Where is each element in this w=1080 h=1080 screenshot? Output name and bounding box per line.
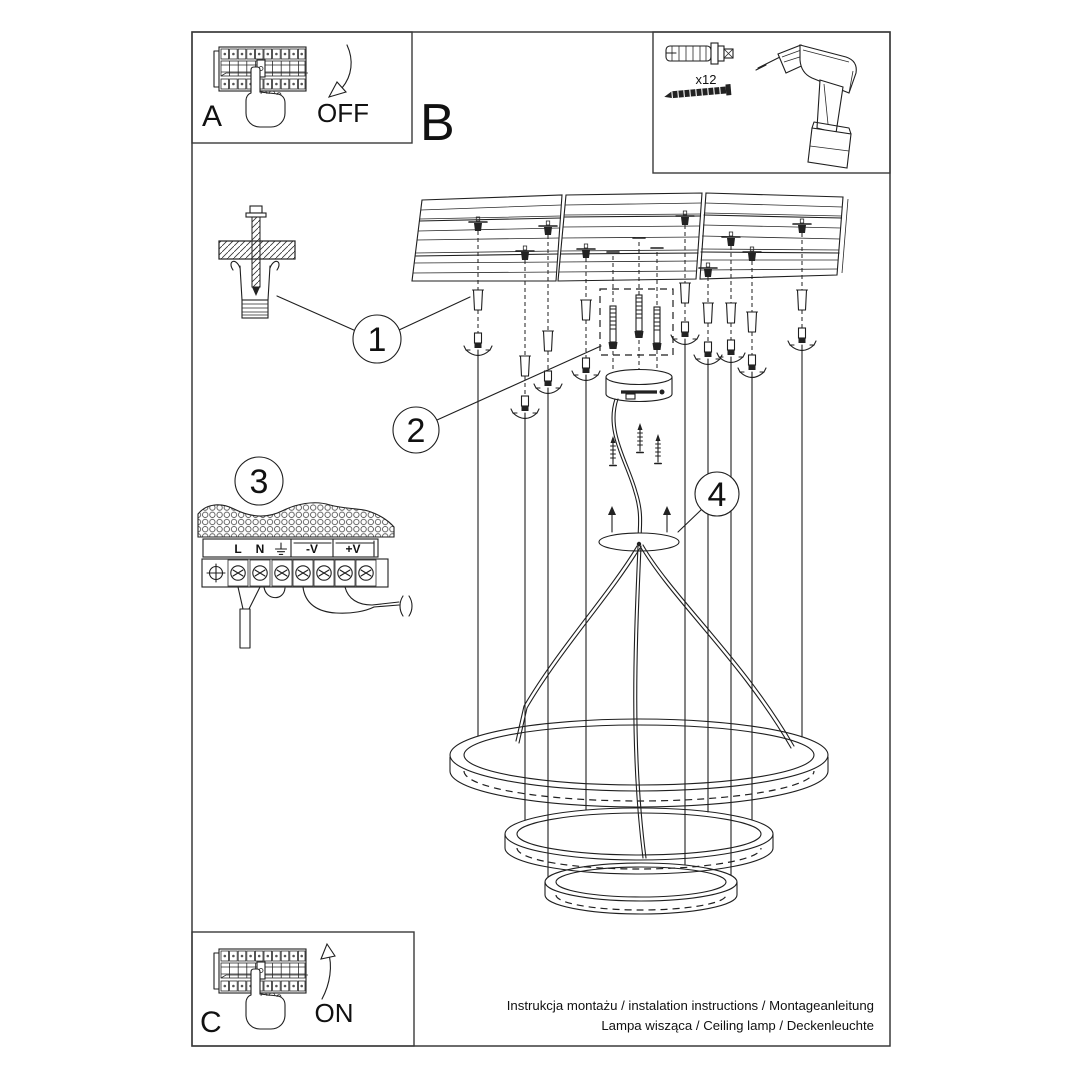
footer xyxy=(507,998,874,1033)
terminal-negv-label: -V xyxy=(306,542,318,556)
footer-line2: Lampa wisząca / Ceiling lamp / Deckenleuchte xyxy=(601,1018,874,1033)
svg-text:2: 2 xyxy=(406,412,426,450)
footer-line1: Instrukcja montażu / instalation instructions / Montageanleitung xyxy=(506,998,874,1013)
driver-wires xyxy=(238,587,412,648)
canopy xyxy=(606,370,672,402)
driver-unit xyxy=(198,503,412,648)
arrowhead xyxy=(321,944,335,959)
svg-text:3: 3 xyxy=(249,463,269,501)
step-a-label: A xyxy=(202,100,223,133)
step-b-label: B xyxy=(420,94,455,152)
step-c-box xyxy=(192,932,414,1046)
suspension-wire xyxy=(788,233,816,737)
anchor-detail xyxy=(219,206,295,318)
wall-plug-icon xyxy=(666,43,733,64)
terminal-l-label: L xyxy=(234,542,242,556)
step-c-label: C xyxy=(200,1006,222,1039)
arrowhead xyxy=(329,82,346,97)
parts-box xyxy=(653,32,890,173)
suspension-wire xyxy=(738,261,766,820)
power-cable xyxy=(612,399,642,541)
terminal-posv-label: +V xyxy=(345,542,361,556)
suspension-wire xyxy=(694,277,722,812)
suspension-wire xyxy=(464,231,492,736)
svg-text:1: 1 xyxy=(367,321,387,359)
svg-text:4: 4 xyxy=(707,476,727,514)
callout-1 xyxy=(277,296,470,363)
ceiling-panels xyxy=(412,193,848,281)
curved-arrow-down-icon xyxy=(342,45,351,88)
terminal-n-label: N xyxy=(255,542,265,556)
callout-2 xyxy=(393,346,601,453)
suspension-wire xyxy=(511,260,539,820)
off-label: OFF xyxy=(317,98,369,128)
callout-3 xyxy=(235,457,283,505)
cover-plate xyxy=(599,533,679,551)
step-a-box xyxy=(192,32,412,143)
on-label: ON xyxy=(314,998,354,1028)
ring-large xyxy=(450,719,828,807)
anchor-count-label: x12 xyxy=(695,72,717,87)
drill-icon xyxy=(756,45,856,168)
